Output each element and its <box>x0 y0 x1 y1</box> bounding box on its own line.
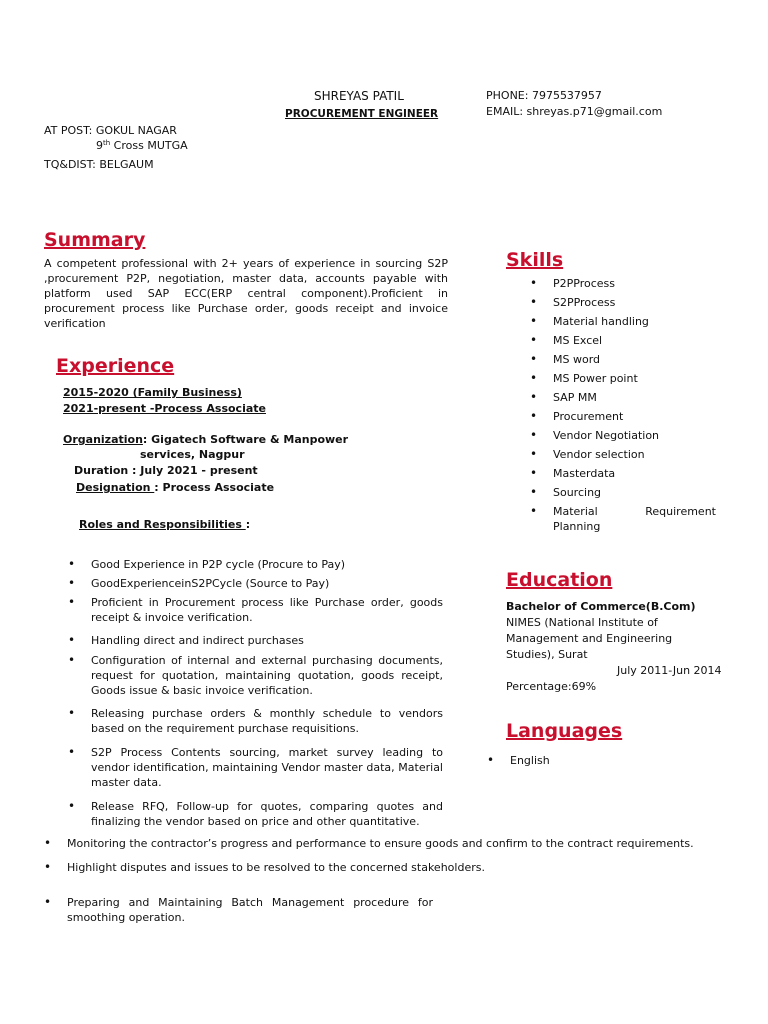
job-title: PROCUREMENT ENGINEER <box>285 108 439 120</box>
experience-period-2: 2021-present -Process Associate <box>63 402 266 415</box>
roles-heading <box>79 517 250 532</box>
organization <box>63 432 348 447</box>
address-street-number: 9 <box>96 139 103 152</box>
designation-label: Designation <box>76 481 155 494</box>
list-item: • Material Requirement Planning <box>553 504 716 534</box>
address-street: Cross MUTGA <box>110 139 188 152</box>
organization-location: services, Nagpur <box>140 448 245 461</box>
list-item: • Proficient in Procurement process like Purchase order, goods receipt & invoice verification. <box>91 595 443 625</box>
list-item: • Material handling <box>553 314 716 333</box>
roles-label: Roles and Responsibilities <box>79 518 246 531</box>
address-line-1: AT POST: GOKUL NAGAR <box>44 124 177 137</box>
education-degree: Bachelor of Commerce(B.Com) <box>506 600 696 613</box>
list-item: • English <box>510 753 660 768</box>
list-item: • Releasing purchase orders & monthly schedule to vendors based on the requirement purchase requisitions. <box>91 706 443 736</box>
skills-list <box>553 276 716 534</box>
list-item: • Masterdata <box>553 466 716 485</box>
list-item: • Configuration of internal and external purchasing documents, request for quotation, maintaining quotation, goods receipt, Goods issue & basic invoice verification. <box>91 653 443 698</box>
list-item: • MS Power point <box>553 371 716 390</box>
roles-colon: : <box>245 518 251 531</box>
list-item: • Good Experience in P2P cycle (Procure to Pay) <box>91 557 443 572</box>
list-item: • MS word <box>553 352 716 371</box>
education-dates: July 2011-Jun 2014 <box>617 664 722 677</box>
list-item: • GoodExperienceinS2PCycle (Source to Pay) <box>91 576 443 591</box>
experience-heading: Experience <box>56 355 175 377</box>
summary-heading: Summary <box>44 229 146 251</box>
designation <box>76 480 274 495</box>
list-item: • Highlight disputes and issues to be resolved to the concerned stakeholders. <box>67 860 707 875</box>
summary-text: A competent professional with 2+ years of experience in sourcing S2P ,procurement P2P, negotiation, master data, accounts payable with platform used SAP ECC(ERP central component).Proficient in procurement process like Purchase order, goods receipt and invoice verification <box>44 257 448 330</box>
address-ordinal: th <box>103 139 111 147</box>
list-item: • Procurement <box>553 409 716 428</box>
organization-value: : Gigatech Software & Manpower <box>142 433 349 446</box>
list-item: • SAP MM <box>553 390 716 409</box>
roles-list <box>91 557 443 829</box>
list-item: • P2PProcess <box>553 276 716 295</box>
list-item: • Vendor selection <box>553 447 716 466</box>
address-line-3: TQ&DIST: BELGAUM <box>44 158 154 171</box>
address-line-2 <box>96 138 188 153</box>
list-item: • Monitoring the contractor’s progress and performance to ensure goods and confirm to the contract requirements. <box>67 836 707 851</box>
list-item: • Sourcing <box>553 485 716 504</box>
designation-value: : Process Associate <box>154 481 275 494</box>
education-percentage: Percentage:69% <box>506 680 597 693</box>
experience-period-1: 2015-2020 (Family Business) <box>63 386 242 399</box>
languages-list <box>510 753 660 768</box>
list-item: • S2P Process Contents sourcing, market survey leading to vendor identification, maintaining Vendor master data, Material master data. <box>91 745 443 790</box>
list-item: • Handling direct and indirect purchases <box>91 633 443 648</box>
email: EMAIL: shreyas.p71@gmail.com <box>486 105 663 118</box>
education-heading: Education <box>506 569 613 591</box>
list-item: • MS Excel <box>553 333 716 352</box>
list-item: • Preparing and Maintaining Batch Management procedure for smoothing operation. <box>67 895 433 925</box>
list-item: • Release RFQ, Follow-up for quotes, comparing quotes and finalizing the vendor based on price and other quantitative. <box>91 799 443 829</box>
phone: PHONE: 7975537957 <box>486 89 602 102</box>
candidate-name: SHREYAS PATIL <box>314 89 404 103</box>
list-item: • S2PProcess <box>553 295 716 314</box>
organization-label: Organization <box>63 433 143 446</box>
duration: Duration : July 2021 - present <box>74 464 258 477</box>
list-item: • Vendor Negotiation <box>553 428 716 447</box>
education-institute: NIMES (National Institute of Management and Engineering Studies), Surat <box>506 616 673 661</box>
languages-heading: Languages <box>506 720 623 742</box>
skills-heading: Skills <box>506 249 564 271</box>
additional-duties-list <box>67 836 707 925</box>
